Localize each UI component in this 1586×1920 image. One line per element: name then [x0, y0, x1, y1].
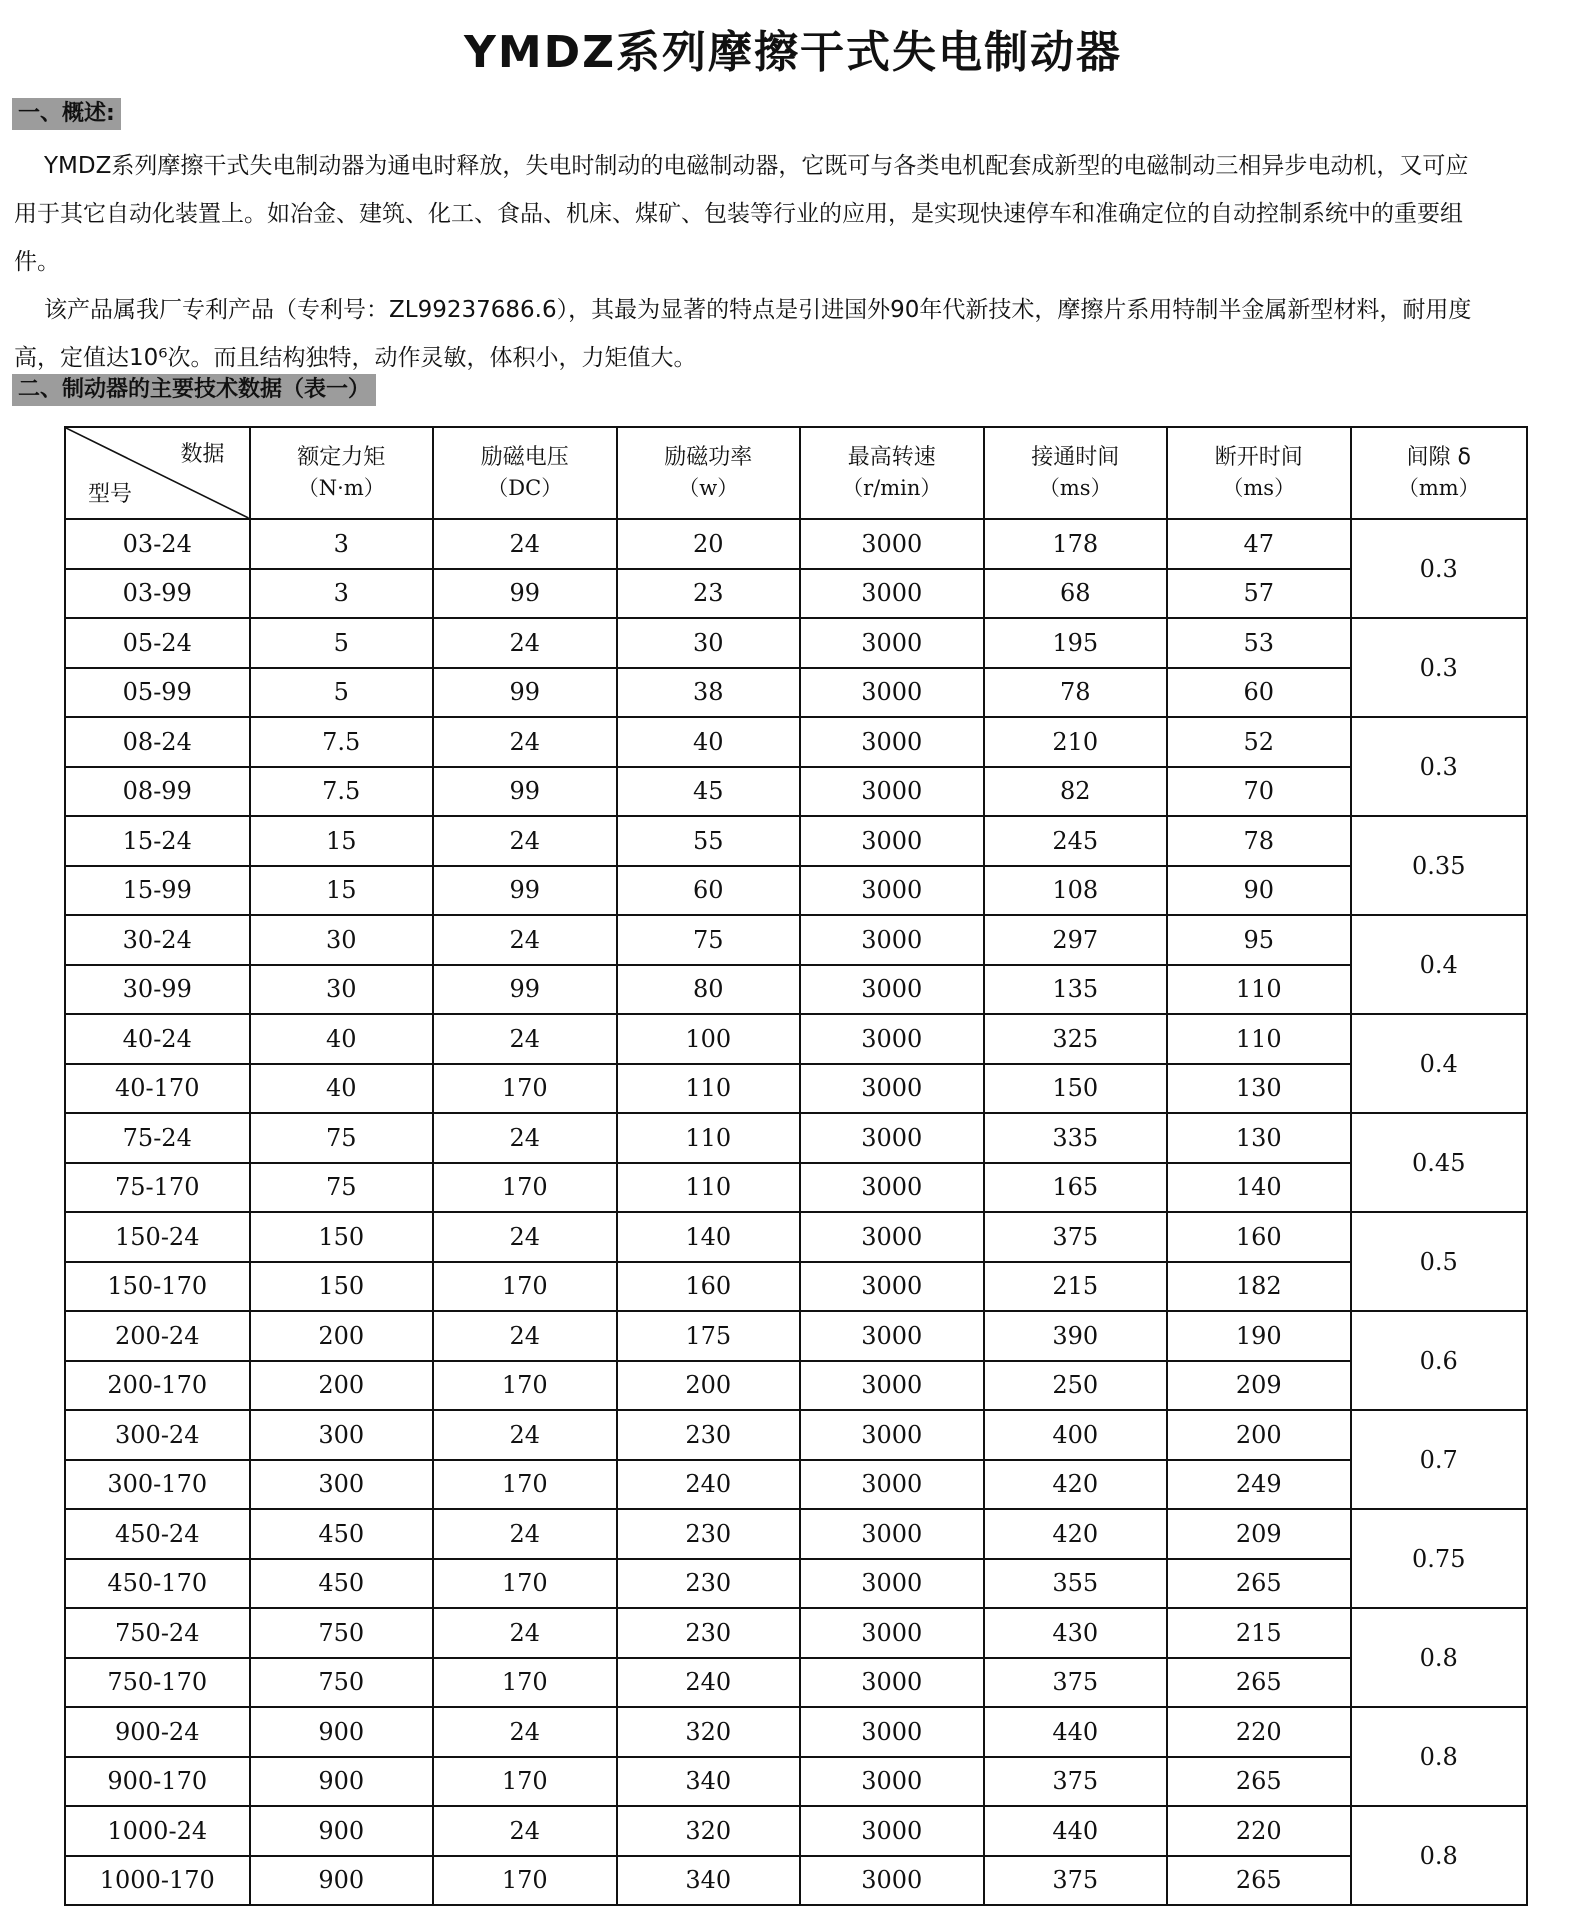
off-time-cell: 209	[1167, 1509, 1351, 1559]
model-cell: 75-170	[65, 1163, 250, 1213]
table-row	[65, 1608, 1527, 1658]
table-row	[65, 767, 1527, 817]
speed-cell: 3000	[800, 1658, 984, 1708]
torque-cell: 3	[250, 569, 434, 619]
voltage-cell: 170	[433, 1262, 617, 1312]
speed-cell: 3000	[800, 668, 984, 718]
torque-cell: 450	[250, 1509, 434, 1559]
model-cell: 40-24	[65, 1014, 250, 1064]
off-time-cell: 265	[1167, 1559, 1351, 1609]
power-cell: 230	[617, 1410, 801, 1460]
on-time-cell: 420	[984, 1509, 1168, 1559]
model-cell: 750-170	[65, 1658, 250, 1708]
header-off-time-unit: （ms）	[1222, 476, 1296, 500]
on-time-cell: 210	[984, 717, 1168, 767]
on-time-cell: 68	[984, 569, 1168, 619]
voltage-cell: 99	[433, 767, 617, 817]
speed-cell: 3000	[800, 965, 984, 1015]
on-time-cell: 355	[984, 1559, 1168, 1609]
power-cell: 320	[617, 1707, 801, 1757]
power-cell: 45	[617, 767, 801, 817]
voltage-cell: 24	[433, 1608, 617, 1658]
voltage-cell: 170	[433, 1460, 617, 1510]
gap-cell: 0.3	[1351, 618, 1528, 717]
table-row	[65, 668, 1527, 718]
power-cell: 230	[617, 1509, 801, 1559]
model-cell: 15-99	[65, 866, 250, 916]
speed-cell: 3000	[800, 519, 984, 569]
off-time-cell: 95	[1167, 915, 1351, 965]
header-torque-label: 额定力矩	[297, 445, 386, 470]
power-cell: 230	[617, 1608, 801, 1658]
model-cell: 05-99	[65, 668, 250, 718]
power-cell: 200	[617, 1361, 801, 1411]
torque-cell: 5	[250, 668, 434, 718]
spec-table	[64, 426, 1528, 1906]
model-cell: 900-24	[65, 1707, 250, 1757]
voltage-cell: 24	[433, 1509, 617, 1559]
voltage-cell: 24	[433, 519, 617, 569]
power-cell: 55	[617, 816, 801, 866]
voltage-cell: 24	[433, 1311, 617, 1361]
speed-cell: 3000	[800, 866, 984, 916]
model-cell: 300-24	[65, 1410, 250, 1460]
torque-cell: 300	[250, 1410, 434, 1460]
torque-cell: 30	[250, 965, 434, 1015]
table-row	[65, 1707, 1527, 1757]
header-off-time-label: 断开时间	[1214, 445, 1303, 470]
on-time-cell: 178	[984, 519, 1168, 569]
power-cell: 20	[617, 519, 801, 569]
model-cell: 30-99	[65, 965, 250, 1015]
on-time-cell: 375	[984, 1212, 1168, 1262]
torque-cell: 7.5	[250, 767, 434, 817]
off-time-cell: 265	[1167, 1757, 1351, 1807]
voltage-cell: 170	[433, 1163, 617, 1213]
torque-cell: 5	[250, 618, 434, 668]
on-time-cell: 135	[984, 965, 1168, 1015]
speed-cell: 3000	[800, 1212, 984, 1262]
header-on-time	[984, 427, 1168, 519]
overview-paragraph-1: YMDZ系列摩擦干式失电制动器为通电时释放，失电时制动的电磁制动器，它既可与各类电机配套成新型的电磁制动三相异步电动机，又可应用于其它自动化装置上。如冶金、建筑、化工、食品、机床、煤矿、包装等行业的应用，是实现快速停车和准确定位的自动控制系统中的重要组件。	[14, 153, 1469, 275]
table-row	[65, 519, 1527, 569]
table-row	[65, 1163, 1527, 1213]
corner-label-model: 型号	[88, 482, 133, 507]
off-time-cell: 220	[1167, 1806, 1351, 1856]
power-cell: 240	[617, 1658, 801, 1708]
model-cell: 1000-170	[65, 1856, 250, 1906]
model-cell: 200-170	[65, 1361, 250, 1411]
power-cell: 340	[617, 1856, 801, 1906]
speed-cell: 3000	[800, 1361, 984, 1411]
speed-cell: 3000	[800, 1410, 984, 1460]
model-cell: 08-99	[65, 767, 250, 817]
speed-cell: 3000	[800, 767, 984, 817]
model-cell: 30-24	[65, 915, 250, 965]
power-cell: 30	[617, 618, 801, 668]
voltage-cell: 99	[433, 866, 617, 916]
model-cell: 300-170	[65, 1460, 250, 1510]
torque-cell: 900	[250, 1806, 434, 1856]
corner-label-data: 数据	[180, 442, 225, 467]
off-time-cell: 70	[1167, 767, 1351, 817]
off-time-cell: 265	[1167, 1658, 1351, 1708]
model-cell: 40-170	[65, 1064, 250, 1114]
voltage-cell: 24	[433, 1410, 617, 1460]
gap-cell: 0.8	[1351, 1806, 1528, 1905]
torque-cell: 900	[250, 1856, 434, 1906]
power-cell: 40	[617, 717, 801, 767]
header-off-time	[1167, 427, 1351, 519]
torque-cell: 40	[250, 1014, 434, 1064]
on-time-cell: 335	[984, 1113, 1168, 1163]
off-time-cell: 90	[1167, 866, 1351, 916]
torque-cell: 900	[250, 1707, 434, 1757]
on-time-cell: 108	[984, 866, 1168, 916]
torque-cell: 75	[250, 1163, 434, 1213]
table-row	[65, 965, 1527, 1015]
gap-cell: 0.3	[1351, 519, 1528, 618]
header-voltage-label: 励磁电压	[480, 445, 569, 470]
on-time-cell: 375	[984, 1757, 1168, 1807]
off-time-cell: 249	[1167, 1460, 1351, 1510]
voltage-cell: 24	[433, 1806, 617, 1856]
speed-cell: 3000	[800, 1608, 984, 1658]
off-time-cell: 160	[1167, 1212, 1351, 1262]
voltage-cell: 170	[433, 1658, 617, 1708]
power-cell: 60	[617, 866, 801, 916]
table-row	[65, 569, 1527, 619]
on-time-cell: 325	[984, 1014, 1168, 1064]
table-row	[65, 1460, 1527, 1510]
voltage-cell: 170	[433, 1361, 617, 1411]
voltage-cell: 24	[433, 618, 617, 668]
table-row	[65, 816, 1527, 866]
off-time-cell: 130	[1167, 1064, 1351, 1114]
section-heading-specs: 二、制动器的主要技术数据（表一）	[12, 374, 376, 406]
gap-cell: 0.5	[1351, 1212, 1528, 1311]
on-time-cell: 245	[984, 816, 1168, 866]
table-header-row	[65, 427, 1527, 519]
table-row	[65, 1806, 1527, 1856]
corner-header-cell	[65, 427, 250, 519]
model-cell: 08-24	[65, 717, 250, 767]
on-time-cell: 390	[984, 1311, 1168, 1361]
speed-cell: 3000	[800, 1757, 984, 1807]
table-row	[65, 1658, 1527, 1708]
on-time-cell: 400	[984, 1410, 1168, 1460]
header-gap	[1351, 427, 1528, 519]
off-time-cell: 130	[1167, 1113, 1351, 1163]
section-heading-overview: 一、概述:	[12, 98, 121, 130]
voltage-cell: 170	[433, 1856, 617, 1906]
voltage-cell: 24	[433, 1212, 617, 1262]
off-time-cell: 209	[1167, 1361, 1351, 1411]
power-cell: 23	[617, 569, 801, 619]
table-row	[65, 1311, 1527, 1361]
on-time-cell: 215	[984, 1262, 1168, 1312]
model-cell: 15-24	[65, 816, 250, 866]
on-time-cell: 375	[984, 1658, 1168, 1708]
torque-cell: 750	[250, 1608, 434, 1658]
power-cell: 110	[617, 1064, 801, 1114]
voltage-cell: 99	[433, 668, 617, 718]
torque-cell: 200	[250, 1311, 434, 1361]
voltage-cell: 170	[433, 1757, 617, 1807]
power-cell: 230	[617, 1559, 801, 1609]
power-cell: 75	[617, 915, 801, 965]
voltage-cell: 24	[433, 1014, 617, 1064]
header-speed-unit: （r/min）	[842, 476, 942, 500]
on-time-cell: 430	[984, 1608, 1168, 1658]
off-time-cell: 182	[1167, 1262, 1351, 1312]
model-cell: 450-170	[65, 1559, 250, 1609]
voltage-cell: 24	[433, 915, 617, 965]
voltage-cell: 170	[433, 1064, 617, 1114]
torque-cell: 75	[250, 1113, 434, 1163]
model-cell: 150-24	[65, 1212, 250, 1262]
gap-cell: 0.7	[1351, 1410, 1528, 1509]
table-row	[65, 1212, 1527, 1262]
table-row	[65, 1410, 1527, 1460]
table-row	[65, 915, 1527, 965]
header-voltage-unit: （DC）	[487, 476, 563, 500]
gap-cell: 0.45	[1351, 1113, 1528, 1212]
header-torque-unit: （N·m）	[297, 476, 385, 500]
power-cell: 80	[617, 965, 801, 1015]
gap-cell: 0.8	[1351, 1608, 1528, 1707]
power-cell: 140	[617, 1212, 801, 1262]
on-time-cell: 78	[984, 668, 1168, 718]
overview-paragraph-2: 该产品属我厂专利产品（专利号：ZL99237686.6），其最为显著的特点是引进国外90年代新技术，摩擦片系用特制半金属新型材料，耐用度高，定值达10⁶次。而且结构独特，动作灵敏，体积小，力矩值大。	[14, 297, 1472, 371]
header-torque	[250, 427, 434, 519]
on-time-cell: 297	[984, 915, 1168, 965]
speed-cell: 3000	[800, 816, 984, 866]
speed-cell: 3000	[800, 1113, 984, 1163]
gap-cell: 0.6	[1351, 1311, 1528, 1410]
model-cell: 03-99	[65, 569, 250, 619]
torque-cell: 300	[250, 1460, 434, 1510]
speed-cell: 3000	[800, 1559, 984, 1609]
torque-cell: 150	[250, 1262, 434, 1312]
speed-cell: 3000	[800, 618, 984, 668]
model-cell: 05-24	[65, 618, 250, 668]
power-cell: 240	[617, 1460, 801, 1510]
off-time-cell: 190	[1167, 1311, 1351, 1361]
header-gap-unit: （mm）	[1397, 476, 1480, 500]
overview-text	[14, 142, 1474, 382]
header-power-unit: （w）	[678, 476, 739, 500]
voltage-cell: 24	[433, 717, 617, 767]
speed-cell: 3000	[800, 915, 984, 965]
table-row	[65, 618, 1527, 668]
table-row	[65, 1361, 1527, 1411]
speed-cell: 3000	[800, 1064, 984, 1114]
torque-cell: 15	[250, 816, 434, 866]
on-time-cell: 440	[984, 1707, 1168, 1757]
torque-cell: 7.5	[250, 717, 434, 767]
torque-cell: 200	[250, 1361, 434, 1411]
header-speed-label: 最高转速	[847, 445, 936, 470]
speed-cell: 3000	[800, 1707, 984, 1757]
speed-cell: 3000	[800, 1856, 984, 1906]
torque-cell: 450	[250, 1559, 434, 1609]
off-time-cell: 140	[1167, 1163, 1351, 1213]
off-time-cell: 220	[1167, 1707, 1351, 1757]
speed-cell: 3000	[800, 1509, 984, 1559]
header-on-time-label: 接通时间	[1031, 445, 1120, 470]
power-cell: 38	[617, 668, 801, 718]
table-row	[65, 866, 1527, 916]
page-title: YMDZ系列摩擦干式失电制动器	[463, 27, 1123, 78]
speed-cell: 3000	[800, 569, 984, 619]
torque-cell: 40	[250, 1064, 434, 1114]
power-cell: 320	[617, 1806, 801, 1856]
voltage-cell: 170	[433, 1559, 617, 1609]
torque-cell: 30	[250, 915, 434, 965]
torque-cell: 15	[250, 866, 434, 916]
gap-cell: 0.75	[1351, 1509, 1528, 1608]
off-time-cell: 110	[1167, 1014, 1351, 1064]
header-power-label: 励磁功率	[664, 445, 753, 470]
off-time-cell: 53	[1167, 618, 1351, 668]
speed-cell: 3000	[800, 1311, 984, 1361]
table-row	[65, 717, 1527, 767]
on-time-cell: 250	[984, 1361, 1168, 1411]
torque-cell: 900	[250, 1757, 434, 1807]
on-time-cell: 82	[984, 767, 1168, 817]
gap-cell: 0.8	[1351, 1707, 1528, 1806]
off-time-cell: 47	[1167, 519, 1351, 569]
model-cell: 900-170	[65, 1757, 250, 1807]
model-cell: 1000-24	[65, 1806, 250, 1856]
model-cell: 75-24	[65, 1113, 250, 1163]
torque-cell: 750	[250, 1658, 434, 1708]
speed-cell: 3000	[800, 717, 984, 767]
voltage-cell: 24	[433, 816, 617, 866]
voltage-cell: 24	[433, 1707, 617, 1757]
header-speed	[800, 427, 984, 519]
table-row	[65, 1757, 1527, 1807]
on-time-cell: 420	[984, 1460, 1168, 1510]
on-time-cell: 165	[984, 1163, 1168, 1213]
model-cell: 750-24	[65, 1608, 250, 1658]
torque-cell: 3	[250, 519, 434, 569]
power-cell: 110	[617, 1163, 801, 1213]
table-row	[65, 1856, 1527, 1906]
voltage-cell: 99	[433, 965, 617, 1015]
power-cell: 175	[617, 1311, 801, 1361]
on-time-cell: 375	[984, 1856, 1168, 1906]
speed-cell: 3000	[800, 1163, 984, 1213]
speed-cell: 3000	[800, 1014, 984, 1064]
off-time-cell: 60	[1167, 668, 1351, 718]
off-time-cell: 78	[1167, 816, 1351, 866]
power-cell: 110	[617, 1113, 801, 1163]
speed-cell: 3000	[800, 1806, 984, 1856]
torque-cell: 150	[250, 1212, 434, 1262]
off-time-cell: 57	[1167, 569, 1351, 619]
model-cell: 03-24	[65, 519, 250, 569]
header-voltage	[433, 427, 617, 519]
gap-cell: 0.4	[1351, 1014, 1528, 1113]
table-row	[65, 1113, 1527, 1163]
off-time-cell: 265	[1167, 1856, 1351, 1906]
on-time-cell: 195	[984, 618, 1168, 668]
off-time-cell: 200	[1167, 1410, 1351, 1460]
off-time-cell: 110	[1167, 965, 1351, 1015]
on-time-cell: 440	[984, 1806, 1168, 1856]
off-time-cell: 215	[1167, 1608, 1351, 1658]
gap-cell: 0.3	[1351, 717, 1528, 816]
header-gap-label: 间隙 δ	[1406, 445, 1471, 470]
table-row	[65, 1064, 1527, 1114]
model-cell: 200-24	[65, 1311, 250, 1361]
gap-cell: 0.35	[1351, 816, 1528, 915]
table-row	[65, 1262, 1527, 1312]
power-cell: 160	[617, 1262, 801, 1312]
header-power	[617, 427, 801, 519]
header-on-time-unit: （ms）	[1038, 476, 1112, 500]
table-row	[65, 1559, 1527, 1609]
model-cell: 150-170	[65, 1262, 250, 1312]
spec-table-body	[65, 519, 1527, 1905]
gap-cell: 0.4	[1351, 915, 1528, 1014]
on-time-cell: 150	[984, 1064, 1168, 1114]
speed-cell: 3000	[800, 1262, 984, 1312]
power-cell: 340	[617, 1757, 801, 1807]
power-cell: 100	[617, 1014, 801, 1064]
model-cell: 450-24	[65, 1509, 250, 1559]
speed-cell: 3000	[800, 1460, 984, 1510]
table-row	[65, 1014, 1527, 1064]
table-row	[65, 1509, 1527, 1559]
off-time-cell: 52	[1167, 717, 1351, 767]
voltage-cell: 24	[433, 1113, 617, 1163]
voltage-cell: 99	[433, 569, 617, 619]
